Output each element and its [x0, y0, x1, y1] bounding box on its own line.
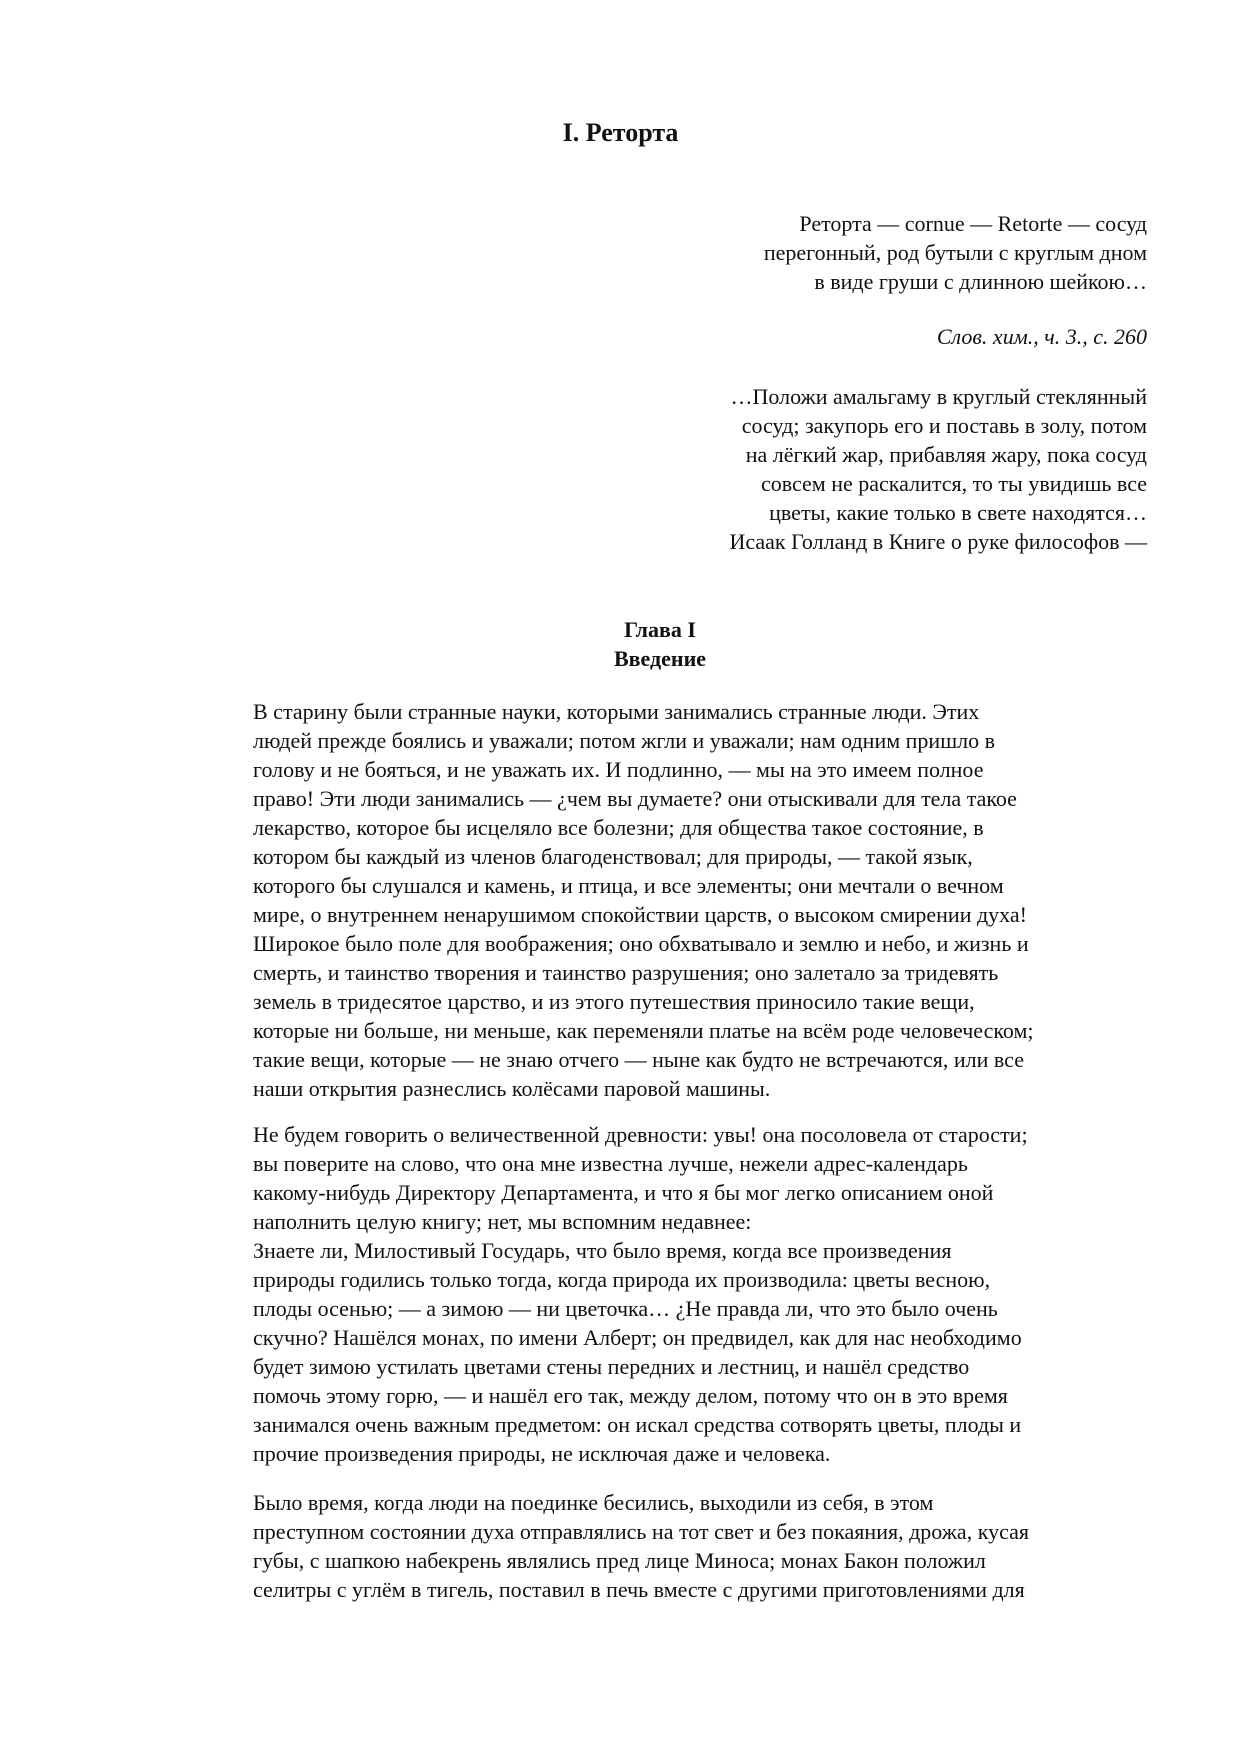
- epigraph-2-line: Исаак Голланд в Книге о руке философов —: [729, 529, 1147, 554]
- epigraph-2-line: на лёгкий жар, прибавляя жару, пока сосуд: [745, 442, 1147, 467]
- epigraph-1: [764, 209, 1147, 296]
- text-line: которого бы слушался и камень, и птица, и все элементы; они мечтали о вечном: [253, 873, 1004, 898]
- text-line: вы поверите на слово, что она мне известна лучше, нежели адрес-календарь: [253, 1151, 968, 1176]
- text-line: преступном состоянии духа отправлялись на тот свет и без покаяния, дрожа, кусая: [253, 1519, 1029, 1544]
- text-line: прочие произведения природы, не исключая даже и человека.: [253, 1441, 831, 1466]
- epigraph-1-line: в виде груши с длинною шейкою…: [814, 269, 1147, 294]
- text-line: селитры с углём в тигель, поставил в печь вместе с другими приготовлениями для: [253, 1577, 1025, 1602]
- chapter-heading: [0, 615, 1241, 673]
- text-line: губы, с шапкою набекрень являлись пред лице Миноса; монах Бакон положил: [253, 1548, 986, 1573]
- paragraph-3: [253, 1488, 1153, 1604]
- epigraph-2-line: сосуд; закупорь его и поставь в золу, потом: [741, 413, 1147, 438]
- text-line: людей прежде боялись и уважали; потом жгли и уважали; нам одним пришло в: [253, 728, 995, 753]
- epigraph-2-line: …Положи амальгаму в круглый стеклянный: [730, 384, 1147, 409]
- paragraph-2: [253, 1120, 1153, 1468]
- epigraph-2-line: цветы, какие только в свете находятся…: [769, 500, 1147, 525]
- text-line: лекарство, которое бы исцеляло все болезни; для общества такое состояние, в: [253, 815, 984, 840]
- page-title: I. Реторта: [562, 118, 679, 147]
- text-line: Было время, когда люди на поединке бесились, выходили из себя, в этом: [253, 1490, 934, 1515]
- epigraph-1-source: Слов. хим., ч. 3., с. 260: [936, 324, 1147, 349]
- epigraph-1-line: Реторта — cornue — Retorte — сосуд: [799, 211, 1147, 236]
- epigraph-2: [729, 382, 1147, 556]
- text-line: право! Эти люди занимались — ¿чем вы думаете? они отыскивали для тела такое: [253, 786, 1017, 811]
- paragraph-1: [253, 697, 1153, 1103]
- text-line: котором бы каждый из членов благоденствовал; для природы, — такой язык,: [253, 844, 973, 869]
- text-line: В старину были странные науки, которыми занимались странные люди. Этих: [253, 699, 980, 724]
- text-line: какому-нибудь Директору Департамента, и что я бы мог легко описанием оной: [253, 1180, 994, 1205]
- text-line: которые ни больше, ни меньше, как переменяли платье на всём роде человеческом;: [253, 1018, 1034, 1043]
- chapter-name: Введение: [613, 646, 707, 671]
- text-line: будет зимою устилать цветами стены передних и лестниц, и нашёл средство: [253, 1354, 970, 1379]
- text-line: занимался очень важным предметом: он искал средства сотворять цветы, плоды и: [253, 1412, 1022, 1437]
- text-line: наполнить целую книгу; нет, мы вспомним недавнее:: [253, 1209, 752, 1234]
- text-line: голову и не бояться, и не уважать их. И подлинно, — мы на это имеем полное: [253, 757, 984, 782]
- text-line: земель в тридесятое царство, и из этого путешествия приносило такие вещи,: [253, 989, 975, 1014]
- text-line: плоды осенью; — а зимою — ни цветочка… ¿Не правда ли, что это было очень: [253, 1296, 998, 1321]
- text-line: такие вещи, которые — не знаю отчего — ныне как будто не встречаются, или все: [253, 1047, 1024, 1072]
- text-line: Знаете ли, Милостивый Государь, что было время, когда все произведения: [253, 1238, 952, 1263]
- text-line: природы годились только тогда, когда природа их производила: цветы весною,: [253, 1267, 991, 1292]
- text-line: Широкое было поле для воображения; оно обхватывало и землю и небо, и жизнь и: [253, 931, 1029, 956]
- text-line: Не будем говорить о величественной древности: увы! она посоловела от старости;: [253, 1122, 1028, 1147]
- chapter-number: Глава I: [624, 617, 696, 642]
- text-line: скучно? Нашёлся монах, по имени Алберт; он предвидел, как для нас необходимо: [253, 1325, 1022, 1350]
- text-line: смерть, и таинство творения и таинство разрушения; оно залетало за тридевять: [253, 960, 999, 985]
- text-line: наши открытия разнеслись колёсами паровой машины.: [253, 1076, 771, 1101]
- epigraph-2-line: совсем не раскалится, то ты увидишь все: [760, 471, 1147, 496]
- epigraph-1-line: перегонный, род бутыли с круглым дном: [763, 240, 1147, 265]
- text-line: помочь этому горю, — и нашёл его так, между делом, потому что он в это время: [253, 1383, 1008, 1408]
- text-line: мире, о внутреннем ненарушимом спокойствии царств, о высоком смирении духа!: [253, 902, 1027, 927]
